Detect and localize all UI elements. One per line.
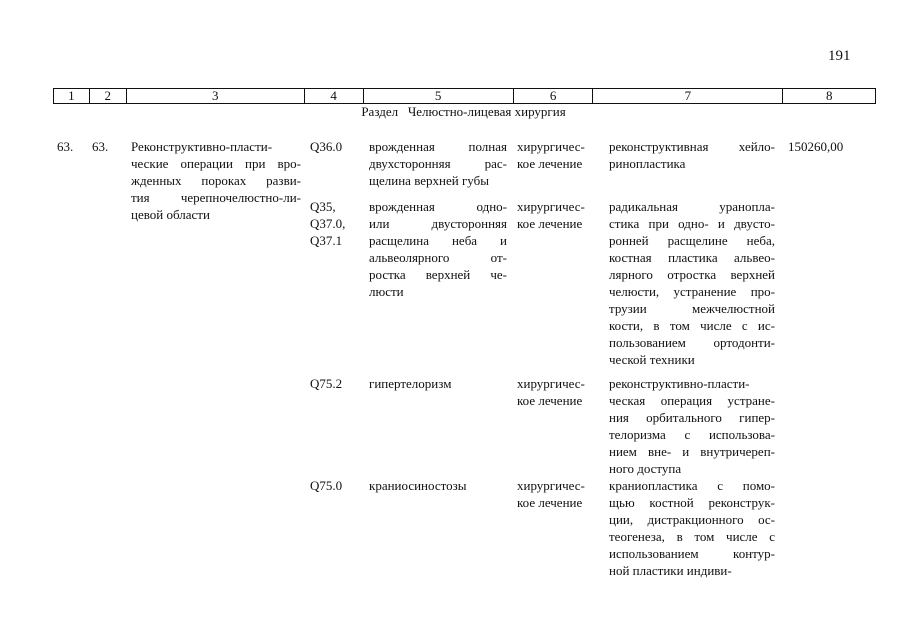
diagnosis-code bbox=[310, 198, 360, 249]
text-line: реконструктивно-пласти- bbox=[609, 376, 750, 391]
text-line: врожденная полная bbox=[369, 139, 507, 154]
text-line: щью костной реконструк- bbox=[609, 495, 775, 510]
text-line: реконструктивная хейло- bbox=[609, 139, 775, 154]
text-line: нием вне- и внутричереп- bbox=[609, 444, 775, 459]
text-line: кое лечение bbox=[517, 495, 583, 510]
text-line: Q37.1 bbox=[310, 233, 343, 248]
diagnosis bbox=[369, 375, 507, 392]
text-line: Q36.0 bbox=[310, 139, 343, 154]
col-header-2: 2 bbox=[90, 89, 127, 103]
row-number-2: 63. bbox=[92, 139, 109, 154]
text-line: хирургичес- bbox=[517, 376, 585, 391]
text-line: ции, дистракционного ос- bbox=[609, 512, 775, 527]
col-header-1: 1 bbox=[54, 89, 90, 103]
column-number-header bbox=[53, 88, 876, 104]
text-line: челюсти, устранение про- bbox=[609, 284, 775, 299]
text-line: кое лечение bbox=[517, 156, 583, 171]
text-line: расщелина неба и bbox=[369, 233, 507, 248]
text-line: использованием контур- bbox=[609, 546, 775, 561]
text-line: костная пластика альвео- bbox=[609, 250, 775, 265]
page-number: 191 bbox=[828, 48, 851, 64]
text-line: трузии межчелюстной bbox=[609, 301, 775, 316]
diagnosis bbox=[369, 138, 507, 189]
treatment-type bbox=[517, 477, 593, 511]
text-line: телоризма с использова- bbox=[609, 427, 775, 442]
col-header-5: 5 bbox=[364, 89, 514, 103]
text-line: гипертелоризм bbox=[369, 376, 452, 391]
text-line: радикальная уранопла- bbox=[609, 199, 775, 214]
text-line: ного доступа bbox=[609, 461, 682, 476]
treatment-method bbox=[609, 198, 775, 368]
text-line: Q75.2 bbox=[310, 376, 343, 391]
text-line: Q37.0, bbox=[310, 216, 346, 231]
diagnosis-code bbox=[310, 375, 360, 392]
text-line: люсти bbox=[369, 284, 404, 299]
text-line: ческая операция устране- bbox=[609, 393, 775, 408]
text-line: или двусторонняя bbox=[369, 216, 507, 231]
text-line: кое лечение bbox=[517, 393, 583, 408]
diagnosis bbox=[369, 477, 507, 494]
text-line: Реконструктивно-пласти- bbox=[131, 139, 273, 154]
text-line: стика при одно- и двусто- bbox=[609, 216, 775, 231]
treatment-method bbox=[609, 138, 775, 172]
text-line: ческие операции при вро- bbox=[131, 156, 301, 171]
col-header-8: 8 bbox=[825, 88, 833, 103]
section-title: Раздел Челюстно-лицевая хирургия bbox=[361, 104, 566, 119]
text-line: ринопластика bbox=[609, 156, 686, 171]
text-line: лярного отростка верхней bbox=[609, 267, 775, 282]
text-line: кости, в том числе с ис- bbox=[609, 318, 775, 333]
treatment-type bbox=[517, 138, 593, 172]
price-value: 150260,00 bbox=[788, 139, 844, 154]
text-line: краниосиностозы bbox=[369, 478, 467, 493]
text-line: врожденная одно- bbox=[369, 199, 507, 214]
text-line: двухсторонняя рас- bbox=[369, 156, 507, 171]
text-line: теогенеза, в том числе с bbox=[609, 529, 775, 544]
diagnosis-code bbox=[310, 138, 360, 155]
text-line: ной пластики индиви- bbox=[609, 563, 732, 578]
diagnosis bbox=[369, 198, 507, 300]
col-header-6: 6 bbox=[514, 89, 594, 103]
text-line: ческой техники bbox=[609, 352, 695, 367]
treatment-method bbox=[609, 477, 775, 579]
col-header-4: 4 bbox=[305, 89, 364, 103]
text-line: хирургичес- bbox=[517, 139, 585, 154]
text-line: хирургичес- bbox=[517, 478, 585, 493]
text-line: кое лечение bbox=[517, 216, 583, 231]
text-line: хирургичес- bbox=[517, 199, 585, 214]
text-line: ронней расщелине неба, bbox=[609, 233, 775, 248]
treatment-method bbox=[609, 375, 775, 477]
text-line: цевой области bbox=[131, 207, 210, 222]
diagnosis-code bbox=[310, 477, 360, 494]
procedure-name bbox=[131, 138, 301, 223]
text-line: Q75.0 bbox=[310, 478, 343, 493]
treatment-type bbox=[517, 198, 593, 232]
row-number-1: 63. bbox=[57, 139, 74, 154]
col-header-3: 3 bbox=[127, 89, 305, 103]
text-line: пользованием ортодонти- bbox=[609, 335, 775, 350]
text-line: ния орбитального гипер- bbox=[609, 410, 775, 425]
text-line: краниопластика с помо- bbox=[609, 478, 775, 493]
text-line: Q35, bbox=[310, 199, 336, 214]
col-header-7: 7 bbox=[593, 89, 783, 103]
text-line: альвеолярного от- bbox=[369, 250, 507, 265]
text-line: тия черепночелюстно-ли- bbox=[131, 190, 301, 205]
text-line: щелина верхней губы bbox=[369, 173, 489, 188]
text-line: ростка верхней че- bbox=[369, 267, 507, 282]
treatment-type bbox=[517, 375, 593, 409]
text-line: жденных пороках разви- bbox=[131, 173, 301, 188]
